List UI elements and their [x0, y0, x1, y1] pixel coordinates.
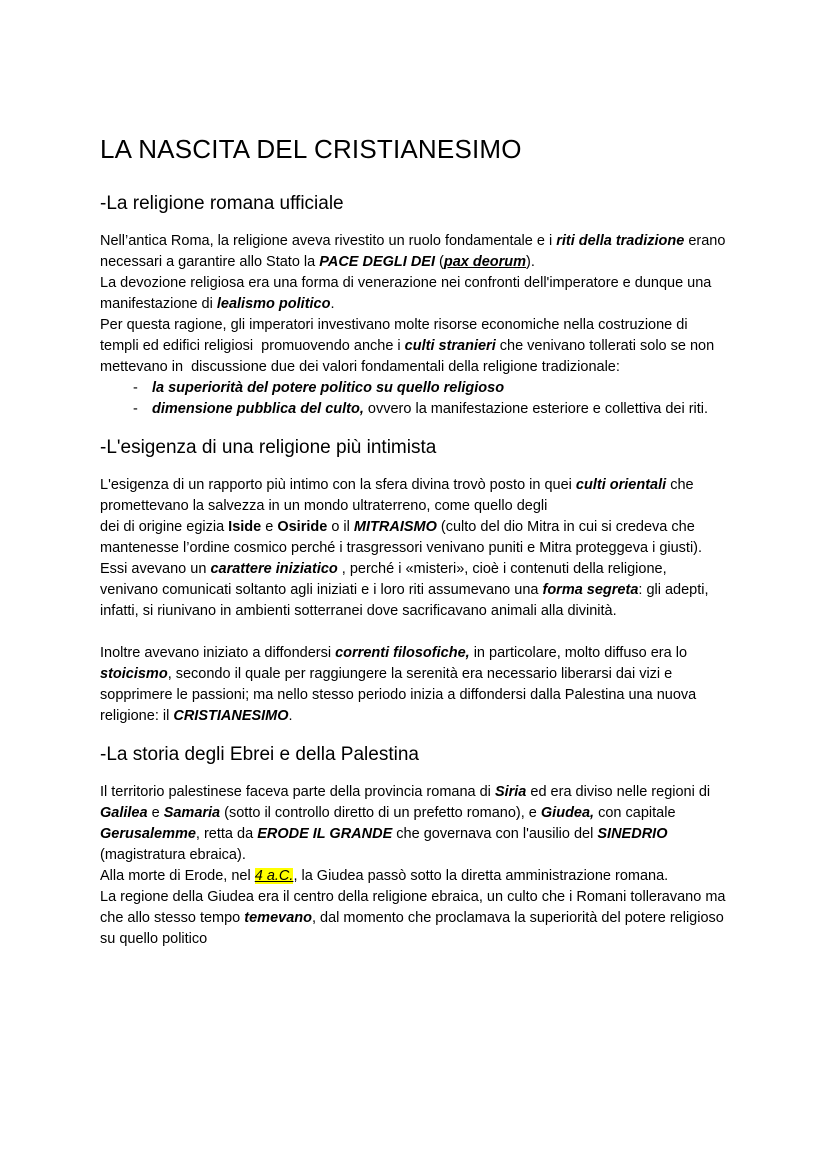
text-run: MITRAISMO: [353, 519, 437, 535]
text-run: pax deorum: [443, 254, 527, 270]
paragraph: [100, 231, 728, 273]
text-run: Giudea,: [540, 805, 595, 821]
section-heading: -L'esigenza di una religione più intimista: [100, 437, 437, 458]
text-run: ed era diviso nelle regioni di: [526, 784, 715, 800]
text-run: lealismo politico: [216, 296, 331, 312]
text-run: .: [288, 708, 293, 724]
document-title: LA NASCITA DEL CRISTIANESIMO: [100, 134, 522, 164]
text-run: Inoltre avevano iniziato a diffondersi: [100, 645, 336, 661]
text-run: Per questa ragione, gli imperatori investivano molte risorse economiche nella costruzione di templi ed edifici religiosi promuovendo anche i: [100, 317, 692, 354]
text-run: , retta da: [195, 826, 258, 842]
paragraph: [100, 315, 728, 378]
text-run: dimensione pubblica del culto,: [152, 401, 364, 417]
text-run: Alla morte di Erode, nel: [100, 868, 255, 884]
text-run: o il: [327, 519, 354, 535]
text-run: forma segreta: [542, 582, 639, 598]
text-run: dei di origine egizia: [100, 519, 229, 535]
text-run: temevano: [244, 910, 312, 926]
text-run: (magistratura ebraica).: [100, 826, 672, 863]
list-item: [152, 378, 728, 399]
text-run: erano necessari a garantire allo Stato la: [100, 233, 730, 270]
text-run: riti della tradizione: [556, 233, 685, 249]
bullet-list: [100, 378, 728, 420]
paragraph: [100, 866, 728, 887]
text-run: che promettevano la salvezza in un mondo ultraterreno, come quello degli: [100, 477, 698, 514]
text-run: Il territorio palestinese faceva parte della provincia romana di: [100, 784, 495, 800]
text-run: .: [330, 296, 335, 312]
text-run: Nell’antica Roma, la religione aveva rivestito un ruolo fondamentale e i: [100, 233, 557, 249]
text-run: CRISTIANESIMO: [173, 708, 289, 724]
paragraph: [100, 782, 728, 866]
text-run: (culto del dio Mitra in cui si credeva che mantenesse l’ordine cosmico perché i trasgressori venivano puniti e Mitra proteggeva i giusti).: [100, 519, 703, 556]
paragraph: [100, 643, 728, 727]
text-run: Siria: [494, 784, 527, 800]
text-run: (: [435, 254, 444, 270]
text-run: carattere iniziatico: [210, 561, 338, 577]
text-run: Essi avevano un: [100, 561, 211, 577]
text-run: e: [147, 805, 164, 821]
text-run: stoicismo: [100, 666, 168, 682]
text-run: L'esigenza di un rapporto più intimo con la sfera divina trovò posto in quei: [100, 477, 576, 493]
text-run: con capitale: [594, 805, 680, 821]
text-run: , secondo il quale per raggiungere la serenità era necessario liberarsi dai vizi e sopprimere le passioni; ma nello stesso periodo inizia a diffondersi dalla Palestina una nuova religione: il: [100, 666, 701, 724]
empty-line: [100, 622, 728, 643]
paragraph: [100, 475, 728, 559]
text-run: ).: [526, 254, 535, 270]
text-run: La regione della Giudea era il centro della religione ebraica, un culto che i Romani tolleravano ma che allo stesso tempo: [100, 889, 730, 926]
text-run: PACE DEGLI DEI: [319, 254, 435, 270]
text-run: , perché i «misteri», cioè i contenuti della religione, venivano comunicati soltanto agli iniziati e i loro riti assumevano una: [100, 561, 671, 598]
highlighted-text: 4 a.C.: [254, 868, 294, 884]
text-run: (sotto il controllo diretto di un prefetto romano), e: [220, 805, 541, 821]
text-run: che governava con l'ausilio del: [392, 826, 598, 842]
text-run: Galilea: [100, 805, 148, 821]
paragraph: [100, 887, 728, 950]
paragraph: [100, 559, 728, 622]
text-run: correnti filosofiche,: [335, 645, 470, 661]
section-heading: -La storia degli Ebrei e della Palestina: [100, 744, 419, 765]
text-run: Samaria: [163, 805, 221, 821]
text-run: Osiride: [277, 519, 328, 535]
document-body: [100, 190, 728, 950]
text-run: , dal momento che proclamava la superiorità del potere religioso su quello politico: [100, 910, 728, 947]
text-run: culti stranieri: [404, 338, 496, 354]
text-run: ERODE IL GRANDE: [257, 826, 393, 842]
text-run: in particolare, molto diffuso era lo: [469, 645, 692, 661]
text-run: Gerusalemme: [100, 826, 196, 842]
text-run: Iside: [228, 519, 262, 535]
text-run: culti orientali: [575, 477, 667, 493]
text-run: e: [261, 519, 278, 535]
text-run: La devozione religiosa era una forma di venerazione nei confronti dell'imperatore e dunque una manifestazione di: [100, 275, 716, 312]
text-run: la superiorità del potere politico su quello religioso: [152, 380, 505, 396]
text-run: , la Giudea passò sotto la diretta amministrazione romana.: [293, 868, 669, 884]
text-run: ovvero la manifestazione esteriore e collettiva dei riti.: [363, 401, 709, 417]
paragraph: [100, 273, 728, 315]
section-heading: -La religione romana ufficiale: [100, 193, 344, 214]
text-run: SINEDRIO: [597, 826, 668, 842]
text-run: che venivano tollerati solo se non mettevano in discussione due dei valori fondamentali della religione tradizionale:: [100, 338, 719, 375]
list-item: [152, 399, 728, 420]
text-run: : gli adepti, infatti, si riunivano in ambienti sotterranei dove sacrificavano animali alla divinità.: [100, 582, 713, 619]
